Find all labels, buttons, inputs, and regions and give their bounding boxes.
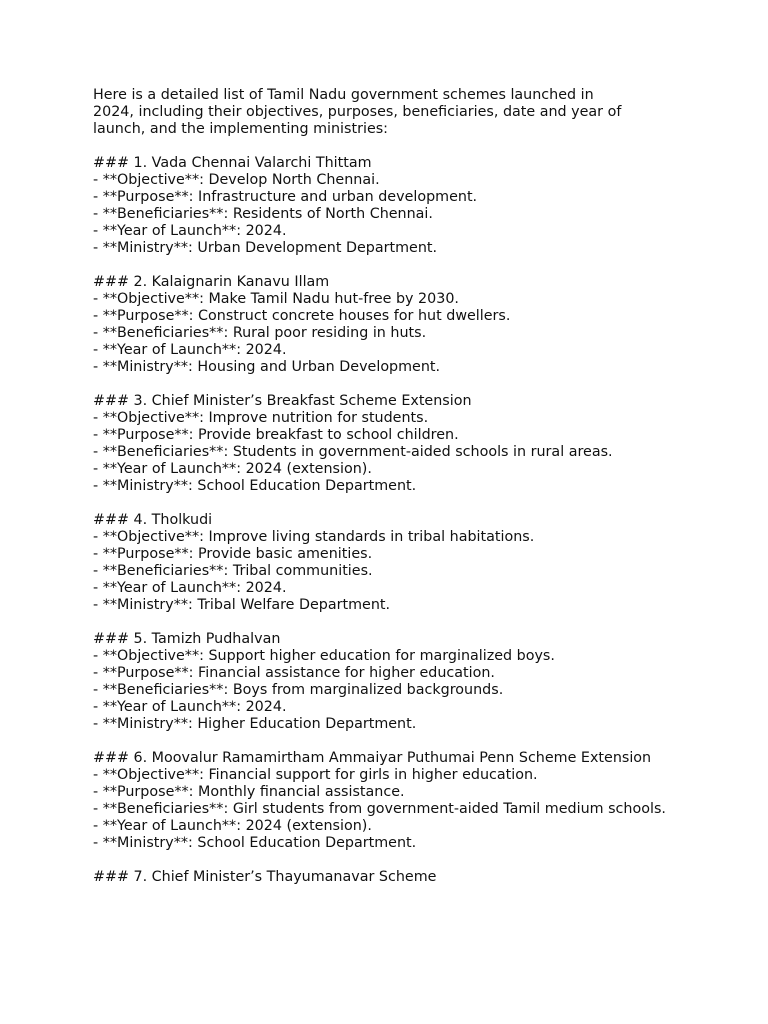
- scheme-purpose: - **Purpose**: Financial assistance for higher education.: [93, 665, 495, 681]
- scheme-objective: - **Objective**: Improve living standards in tribal habitations.: [93, 529, 535, 545]
- scheme-beneficiaries: - **Beneficiaries**: Tribal communities.: [93, 563, 373, 579]
- scheme-purpose: - **Purpose**: Construct concrete houses for hut dwellers.: [93, 308, 511, 324]
- scheme-purpose: - **Purpose**: Monthly financial assistance.: [93, 784, 405, 800]
- scheme-year: - **Year of Launch**: 2024.: [93, 699, 287, 715]
- scheme-title: ### 6. Moovalur Ramamirtham Ammaiyar Puthumai Penn Scheme Extension: [93, 750, 652, 766]
- scheme-ministry: - **Ministry**: School Education Department.: [93, 835, 417, 851]
- scheme-purpose: - **Purpose**: Infrastructure and urban development.: [93, 189, 478, 205]
- scheme-title: ### 5. Tamizh Pudhalvan: [93, 631, 281, 647]
- scheme-objective: - **Objective**: Financial support for girls in higher education.: [93, 767, 538, 783]
- scheme-purpose: - **Purpose**: Provide breakfast to school children.: [93, 427, 459, 443]
- scheme-ministry: - **Ministry**: School Education Department.: [93, 478, 417, 494]
- scheme-beneficiaries: - **Beneficiaries**: Rural poor residing in huts.: [93, 325, 427, 341]
- intro-paragraph: Here is a detailed list of Tamil Nadu government schemes launched in 2024, including their objectives, purposes, beneficiaries, date and year of launch, and the implementing ministries:: [93, 87, 622, 137]
- scheme-section-7: [93, 869, 683, 886]
- scheme-ministry: - **Ministry**: Urban Development Department.: [93, 240, 438, 256]
- scheme-section-6: [93, 750, 683, 852]
- scheme-ministry: - **Ministry**: Tribal Welfare Department.: [93, 597, 391, 613]
- scheme-title: ### 1. Vada Chennai Valarchi Thittam: [93, 155, 372, 171]
- scheme-section-3: [93, 393, 683, 495]
- scheme-purpose: - **Purpose**: Provide basic amenities.: [93, 546, 373, 562]
- scheme-title: ### 7. Chief Minister’s Thayumanavar Scheme: [93, 869, 437, 885]
- scheme-section-4: [93, 512, 683, 614]
- scheme-title: ### 3. Chief Minister’s Breakfast Scheme Extension: [93, 393, 472, 409]
- scheme-section-5: [93, 631, 683, 733]
- scheme-year: - **Year of Launch**: 2024.: [93, 342, 287, 358]
- scheme-beneficiaries: - **Beneficiaries**: Girl students from government-aided Tamil medium schools.: [93, 801, 666, 817]
- scheme-year: - **Year of Launch**: 2024.: [93, 223, 287, 239]
- scheme-year: - **Year of Launch**: 2024 (extension).: [93, 818, 372, 834]
- scheme-title: ### 2. Kalaignarin Kanavu Illam: [93, 274, 330, 290]
- scheme-objective: - **Objective**: Improve nutrition for students.: [93, 410, 429, 426]
- scheme-objective: - **Objective**: Support higher education for marginalized boys.: [93, 648, 555, 664]
- scheme-section-2: [93, 274, 683, 376]
- scheme-beneficiaries: - **Beneficiaries**: Residents of North Chennai.: [93, 206, 433, 222]
- scheme-title: ### 4. Tholkudi: [93, 512, 213, 528]
- scheme-objective: - **Objective**: Develop North Chennai.: [93, 172, 380, 188]
- scheme-beneficiaries: - **Beneficiaries**: Boys from marginalized backgrounds.: [93, 682, 504, 698]
- scheme-objective: - **Objective**: Make Tamil Nadu hut-free by 2030.: [93, 291, 459, 307]
- document-page: [93, 87, 683, 886]
- scheme-year: - **Year of Launch**: 2024 (extension).: [93, 461, 372, 477]
- scheme-year: - **Year of Launch**: 2024.: [93, 580, 287, 596]
- scheme-section-1: [93, 155, 683, 257]
- scheme-ministry: - **Ministry**: Higher Education Department.: [93, 716, 417, 732]
- scheme-ministry: - **Ministry**: Housing and Urban Development.: [93, 359, 441, 375]
- scheme-beneficiaries: - **Beneficiaries**: Students in government-aided schools in rural areas.: [93, 444, 613, 460]
